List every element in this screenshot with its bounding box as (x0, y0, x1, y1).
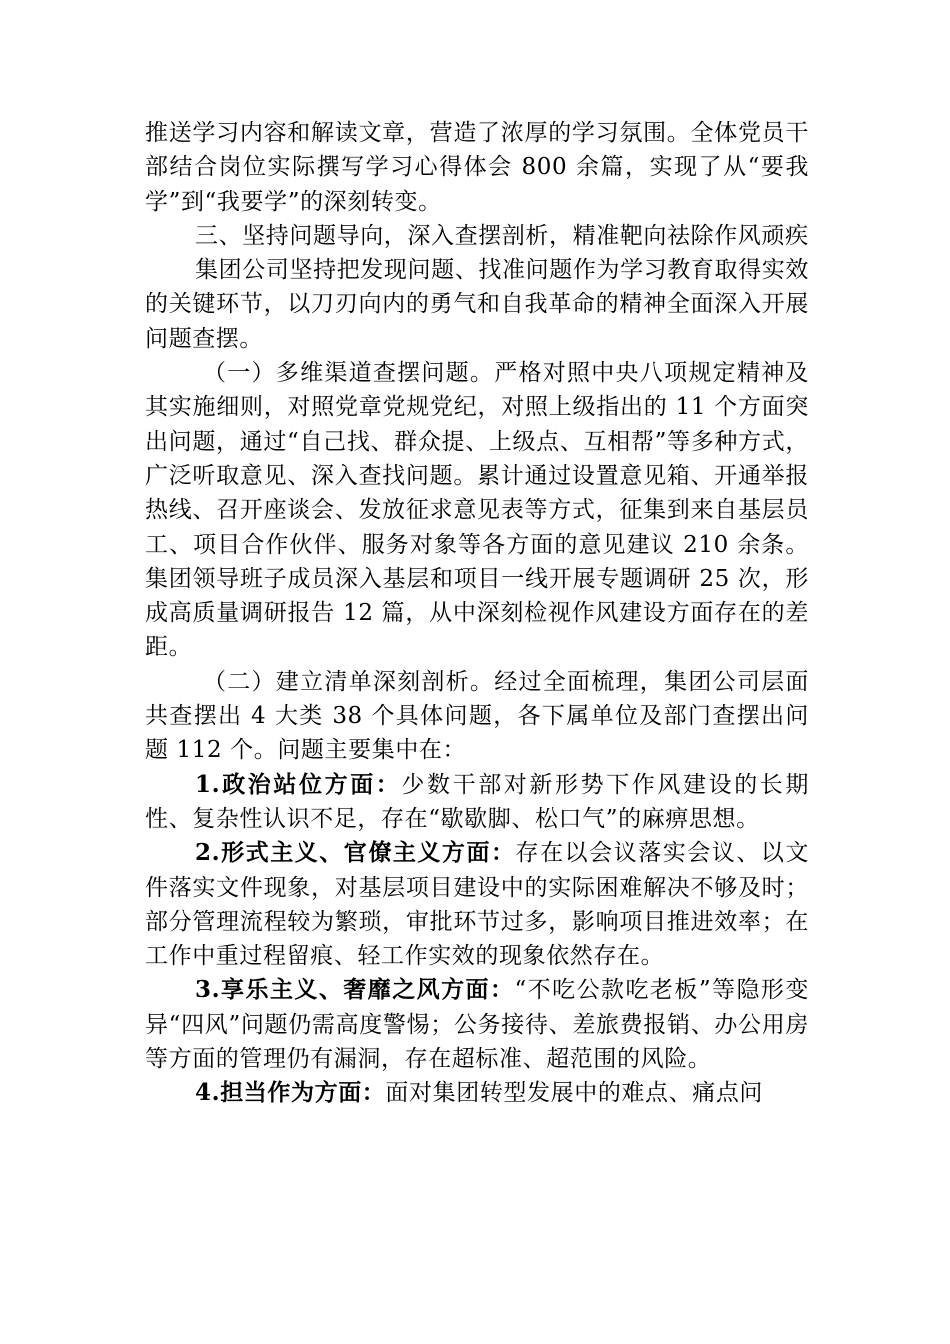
paragraph-study-atmosphere: 推送学习内容和解读文章，营造了浓厚的学习氛围。全体党员干部结合岗位实际撰写学习心得体会 800 余篇，实现了从“要我学”到“我要学”的深刻转变。 (145, 120, 809, 215)
paragraph-multichannel-review: （一）多维渠道查摆问题。严格对照中央八项规定精神及其实施细则，对照党章党规党纪，对照上级指出的 11 个方面突出问题，通过“自己找、群众提、上级点、互相帮”等多种方式，广泛听取意见、深入查找问题。累计通过设置意见箱、开通举报热线、召开座谈会、发放征求意见表等方式，征集到来自基层员工、项目合作伙伴、服务对象等各方面的意见建议 210 余条。集团领导班子成员深入基层和项目一线开展专题调研 25 次，形成高质量调研报告 12 篇，从中深刻检视作风建设方面存在的差距。 (145, 360, 809, 661)
section-heading-three: 三、坚持问题导向，深入查摆剖析，精准靶向祛除作风顽疾 (195, 222, 809, 249)
paragraph-political-stance (145, 768, 809, 837)
paragraph-hedonism (145, 973, 809, 1076)
paragraph-formalism (145, 836, 809, 973)
item-text-political-stance: 少数干部对新形势下作风建设的长期性、复杂性认识不足，存在“歇歇脚、松口气”的麻痹思想。 (145, 771, 809, 832)
item-label-formalism: 2.形式主义、官僚主义方面： (195, 839, 516, 867)
item-text-formalism: 存在以会议落实会议、以文件落实文件现象，对基层项目建设中的实际困难解决不够及时；部分管理流程较为繁琐，审批环节过多，影响项目推进效率；在工作中重过程留痕、轻工作实效的现象依然存在。 (145, 840, 809, 970)
item-label-political-stance: 1.政治站位方面： (195, 770, 402, 798)
item-label-responsibility: 4.担当作为方面： (195, 1079, 386, 1107)
document-body (145, 116, 809, 1111)
paragraph-responsibility (145, 1076, 809, 1110)
item-label-hedonism: 3.享乐主义、奢靡之风方面： (195, 976, 515, 1004)
item-text-hedonism: “不吃公款吃老板”等隐形变异“四风”问题仍需高度警惕；公务接待、差旅费报销、办公用房等方面的管理仍有漏洞，存在超标准、超范围的风险。 (145, 977, 809, 1073)
paragraph-issue-list: （二）建立清单深刻剖析。经过全面梳理，集团公司层面共查摆出 4 大类 38 个具体问题，各下属单位及部门查摆出问题 112 个。问题主要集中在： (145, 668, 809, 764)
item-text-responsibility: 面对集团转型发展中的难点、痛点问 (385, 1080, 764, 1107)
paragraph-problem-finding-intro: 集团公司坚持把发现问题、找准问题作为学习教育取得实效的关键环节，以刀刃向内的勇气和自我革命的精神全面深入开展问题查摆。 (145, 257, 809, 352)
